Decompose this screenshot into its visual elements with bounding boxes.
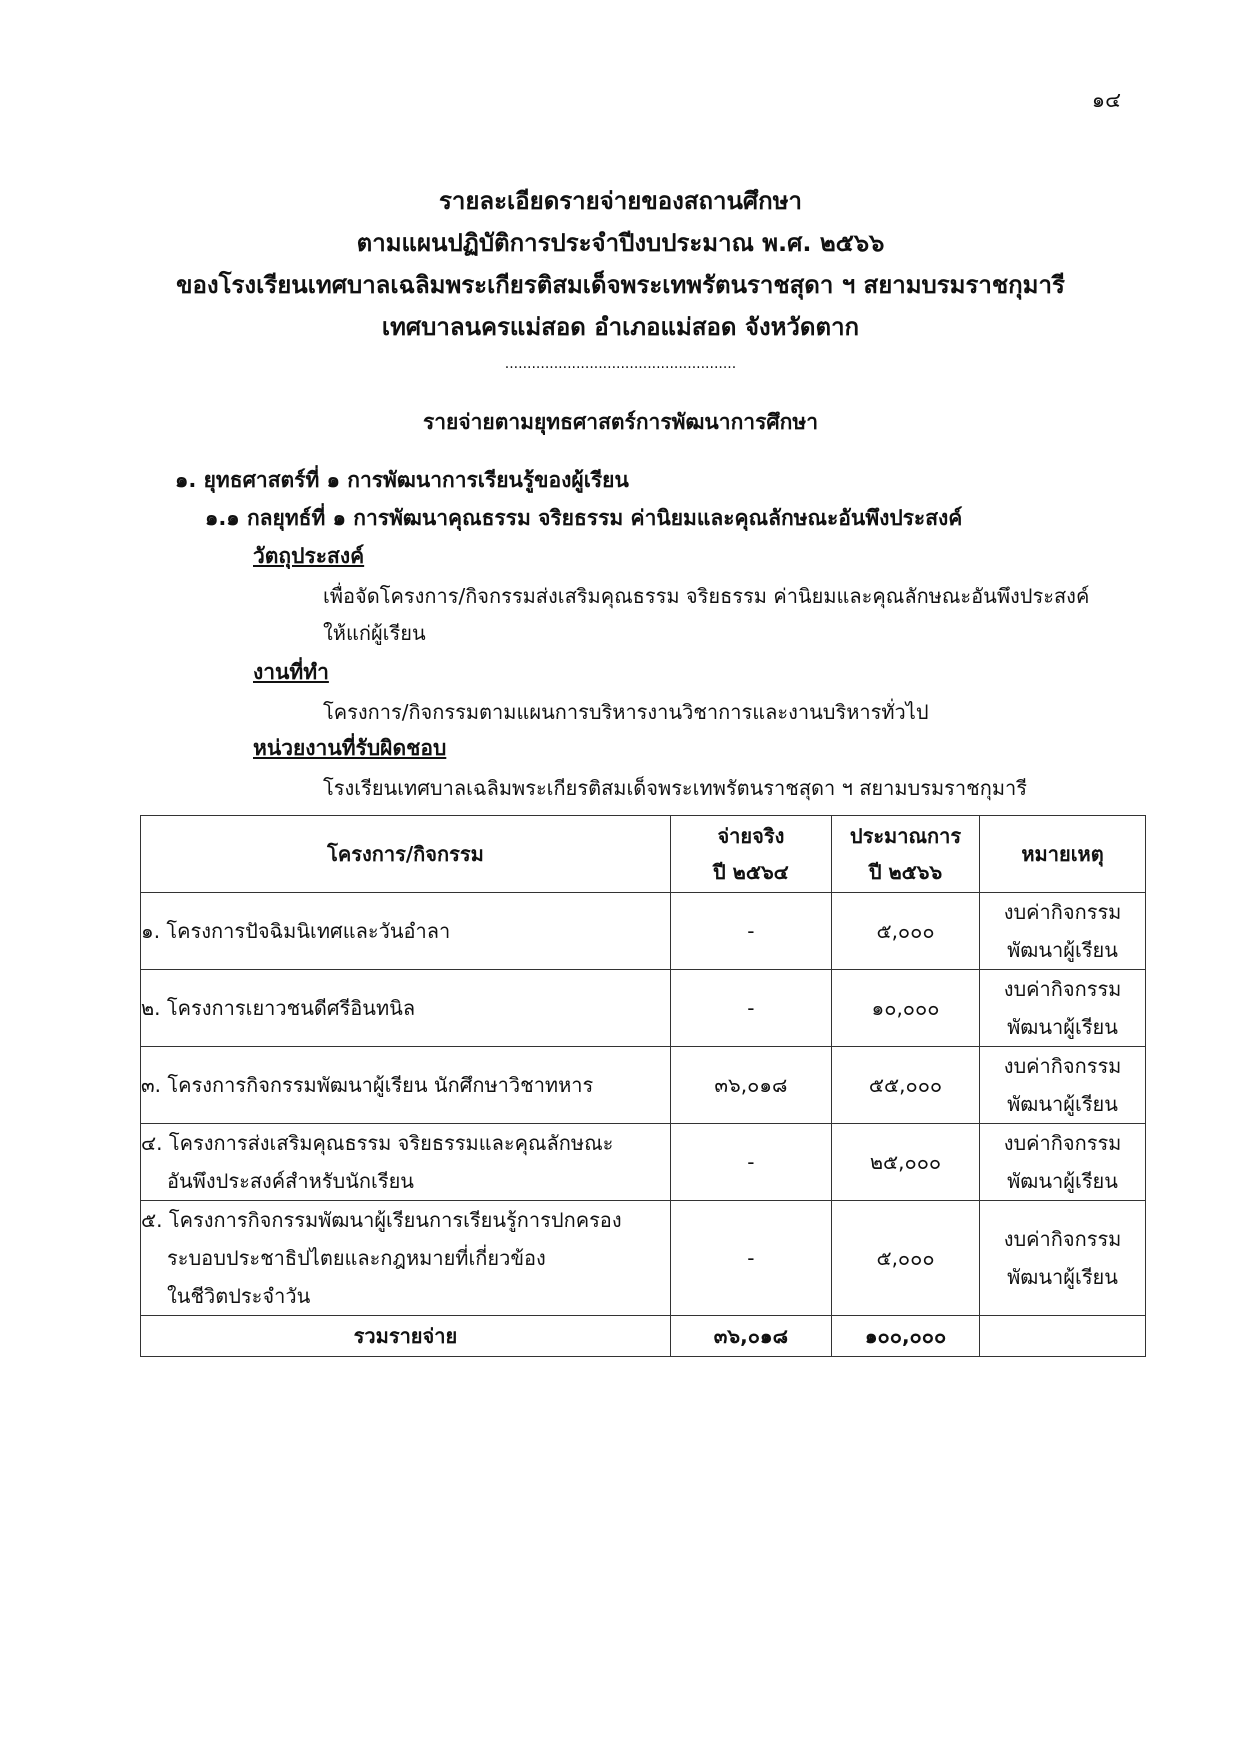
budget-cell: ๕๕,๐๐๐ <box>831 1047 979 1124</box>
table-header-row <box>141 816 1146 893</box>
activity-line: อันพึงประสงค์สำหรับนักเรียน <box>167 1169 414 1193</box>
spent-cell: - <box>670 970 831 1047</box>
document-title <box>0 180 1241 348</box>
responsible-text: โรงเรียนเทศบาลเฉลิมพระเกียรติสมเด็จพระเทพรัตนราชสุดา ฯ สยามบรมราชกุมารี <box>323 776 1027 800</box>
note-line-1: งบค่ากิจกรรม <box>1003 1227 1122 1251</box>
spent-cell: - <box>670 1124 831 1201</box>
tactic-heading: ๑.๑ กลยุทธ์ที่ ๑ การพัฒนาคุณธรรม จริยธรรม ค่านิยมและคุณลักษณะอันพึงประสงค์ <box>205 506 963 530</box>
total-note <box>980 1316 1146 1357</box>
note-cell <box>980 1201 1146 1316</box>
note-line-2: พัฒนาผู้เรียน <box>1007 1092 1118 1116</box>
section-subheading: รายจ่ายตามยุทธศาสตร์การพัฒนาการศึกษา <box>422 410 819 434</box>
note-cell <box>980 893 1146 970</box>
budget-cell: ๕,๐๐๐ <box>831 1201 979 1316</box>
note-line-2: พัฒนาผู้เรียน <box>1007 1265 1118 1289</box>
budget-cell: ๒๕,๐๐๐ <box>831 1124 979 1201</box>
spent-cell: - <box>670 893 831 970</box>
title-line-3: ของโรงเรียนเทศบาลเฉลิมพระเกียรติสมเด็จพระเทพรัตนราชสุดา ฯ สยามบรมราชกุมารี <box>176 271 1065 299</box>
total-spent: ๓๖,๐๑๘ <box>670 1316 831 1357</box>
total-row <box>141 1316 1146 1357</box>
objective-heading: วัตถุประสงค์ <box>253 544 365 568</box>
objective-line-2: ให้แก่ผู้เรียน <box>323 621 426 645</box>
activity-line: ๓. โครงการกิจกรรมพัฒนาผู้เรียน นักศึกษาวิชาทหาร <box>141 1073 594 1097</box>
title-line-4: เทศบาลนครแม่สอด อำเภอแม่สอด จังหวัดตาก <box>381 313 860 341</box>
spent-cell: ๓๖,๐๑๘ <box>670 1047 831 1124</box>
total-budget: ๑๐๐,๐๐๐ <box>831 1316 979 1357</box>
header-spent-line-1: จ่ายจริง <box>717 824 785 848</box>
table-row <box>141 1201 1146 1316</box>
note-cell <box>980 970 1146 1047</box>
header-budget-line-1: ประมาณการ <box>849 824 962 848</box>
header-activity: โครงการ/กิจกรรม <box>141 816 671 893</box>
work-text: โครงการ/กิจกรรมตามแผนการบริหารงานวิชาการและงานบริหารทั่วไป <box>323 700 929 724</box>
objective-text <box>323 578 1089 652</box>
note-line-2: พัฒนาผู้เรียน <box>1007 1015 1118 1039</box>
note-cell <box>980 1047 1146 1124</box>
note-line-1: งบค่ากิจกรรม <box>1003 900 1122 924</box>
header-spent <box>670 816 831 893</box>
budget-cell: ๕,๐๐๐ <box>831 893 979 970</box>
strategy-heading: ๑. ยุทธศาสตร์ที่ ๑ การพัฒนาการเรียนรู้ของผู้เรียน <box>175 468 629 492</box>
note-line-1: งบค่ากิจกรรม <box>1003 1054 1122 1078</box>
activity-line: ในชีวิตประจำวัน <box>167 1284 311 1308</box>
work-heading: งานที่ทำ <box>253 660 329 684</box>
activity-cell <box>141 1047 671 1124</box>
activity-cell <box>141 970 671 1047</box>
objective-line-1: เพื่อจัดโครงการ/กิจกรรมส่งเสริมคุณธรรม จริยธรรม ค่านิยมและคุณลักษณะอันพึงประสงค์ <box>323 584 1090 608</box>
table-row <box>141 1047 1146 1124</box>
activity-line: ๕. โครงการกิจกรรมพัฒนาผู้เรียนการเรียนรู้การปกครอง <box>141 1208 622 1232</box>
page-number: ๑๔ <box>1091 88 1121 112</box>
title-line-1: รายละเอียดรายจ่ายของสถานศึกษา <box>439 187 802 215</box>
budget-table <box>140 815 1146 1357</box>
note-line-2: พัฒนาผู้เรียน <box>1007 1169 1118 1193</box>
total-label: รวมรายจ่าย <box>141 1316 671 1357</box>
responsible-heading: หน่วยงานที่รับผิดชอบ <box>253 736 447 760</box>
activity-line: ๑. โครงการปัจฉิมนิเทศและวันอำลา <box>141 919 451 943</box>
activity-cell <box>141 1124 671 1201</box>
table-row <box>141 893 1146 970</box>
budget-cell: ๑๐,๐๐๐ <box>831 970 979 1047</box>
note-cell <box>980 1124 1146 1201</box>
activity-line: ระบอบประชาธิปไตยและกฎหมายที่เกี่ยวข้อง <box>167 1246 546 1270</box>
header-budget <box>831 816 979 893</box>
table-row <box>141 970 1146 1047</box>
activity-cell <box>141 893 671 970</box>
activity-line: ๒. โครงการเยาวชนดีศรีอินทนิล <box>141 996 416 1020</box>
activity-cell <box>141 1201 671 1316</box>
header-note: หมายเหตุ <box>980 816 1146 893</box>
note-line-1: งบค่ากิจกรรม <box>1003 977 1122 1001</box>
spent-cell: - <box>670 1201 831 1316</box>
activity-line: ๔. โครงการส่งเสริมคุณธรรม จริยธรรมและคุณลักษณะ <box>141 1131 614 1155</box>
title-line-2: ตามแผนปฏิบัติการประจำปีงบประมาณ พ.ศ. ๒๕๖๖ <box>356 229 885 257</box>
note-line-1: งบค่ากิจกรรม <box>1003 1131 1122 1155</box>
dotted-divider: .................................................... <box>504 356 737 372</box>
table-row <box>141 1124 1146 1201</box>
header-spent-line-2: ปี ๒๕๖๔ <box>712 860 789 884</box>
header-budget-line-2: ปี ๒๕๖๖ <box>868 860 943 884</box>
note-line-2: พัฒนาผู้เรียน <box>1007 938 1118 962</box>
